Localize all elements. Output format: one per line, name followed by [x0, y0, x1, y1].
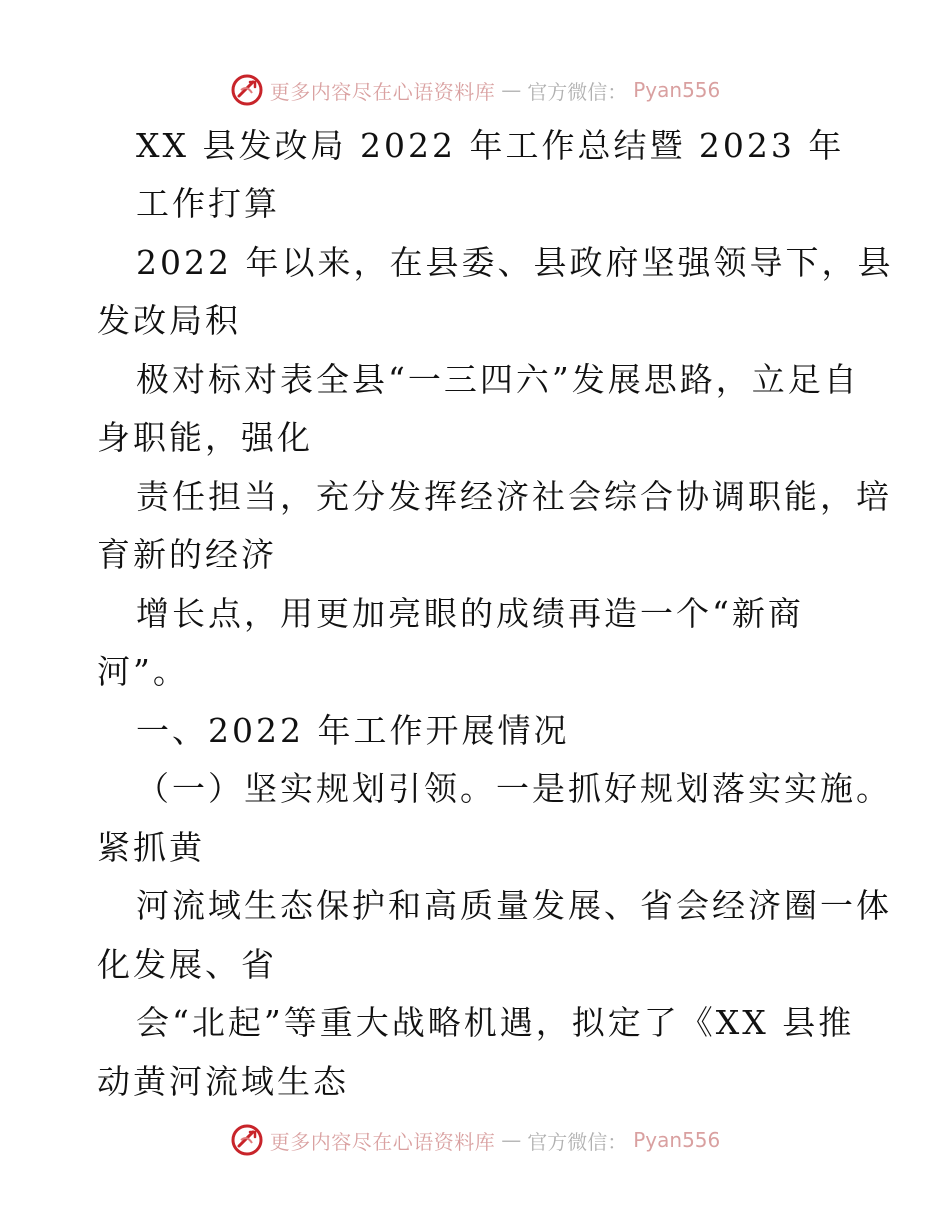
doc-paragraph-line: 育新的经济 — [97, 535, 277, 574]
watermark-separator: — — [501, 78, 522, 102]
watermark-label: 官方微信： — [527, 79, 628, 104]
doc-title-line-2: 工作打算 — [136, 184, 280, 223]
doc-paragraph-line: 河”。 — [97, 652, 189, 691]
doc-paragraph-line: 2022 年以来，在县委、县政府坚强领导下，县 — [136, 243, 894, 282]
watermark-wechat-id: Pyan556 — [633, 1128, 721, 1152]
doc-paragraph-line: 身职能，强化 — [97, 418, 313, 457]
doc-title-line-1: XX 县发改局 2022 年工作总结暨 2023 年 — [136, 126, 845, 165]
watermark-separator: — — [501, 1128, 522, 1152]
watermark-label: 官方微信： — [527, 1129, 628, 1154]
doc-paragraph-line: 河流域生态保护和高质量发展、省会经济圈一体 — [136, 886, 892, 925]
doc-subsection-line: （一）坚实规划引领。一是抓好规划落实实施。 — [136, 769, 892, 808]
watermark-text: 更多内容尽在心语资料库 — [269, 1129, 496, 1154]
doc-paragraph-line: 极对标对表全县“一三四六”发展思路，立足自 — [136, 360, 860, 399]
doc-paragraph-line: 动黄河流域生态 — [97, 1062, 349, 1101]
doc-paragraph-line: 紧抓黄 — [97, 828, 205, 867]
doc-paragraph-line: 化发展、省 — [97, 945, 277, 984]
doc-paragraph-line: 增长点，用更加亮眼的成绩再造一个“新商 — [136, 594, 804, 633]
watermark-wechat-id: Pyan556 — [633, 78, 721, 102]
header-watermark — [0, 70, 950, 110]
library-logo-icon — [230, 1123, 264, 1157]
doc-paragraph-line: 责任担当，充分发挥经济社会综合协调职能，培 — [136, 477, 892, 516]
footer-watermark — [0, 1120, 950, 1160]
doc-section-heading: 一、2022 年工作开展情况 — [136, 711, 570, 750]
watermark-text: 更多内容尽在心语资料库 — [269, 79, 496, 104]
doc-paragraph-line: 会“北起”等重大战略机遇，拟定了《XX 县推 — [136, 1003, 855, 1042]
library-logo-icon — [230, 73, 264, 107]
doc-paragraph-line: 发改局积 — [97, 301, 241, 340]
